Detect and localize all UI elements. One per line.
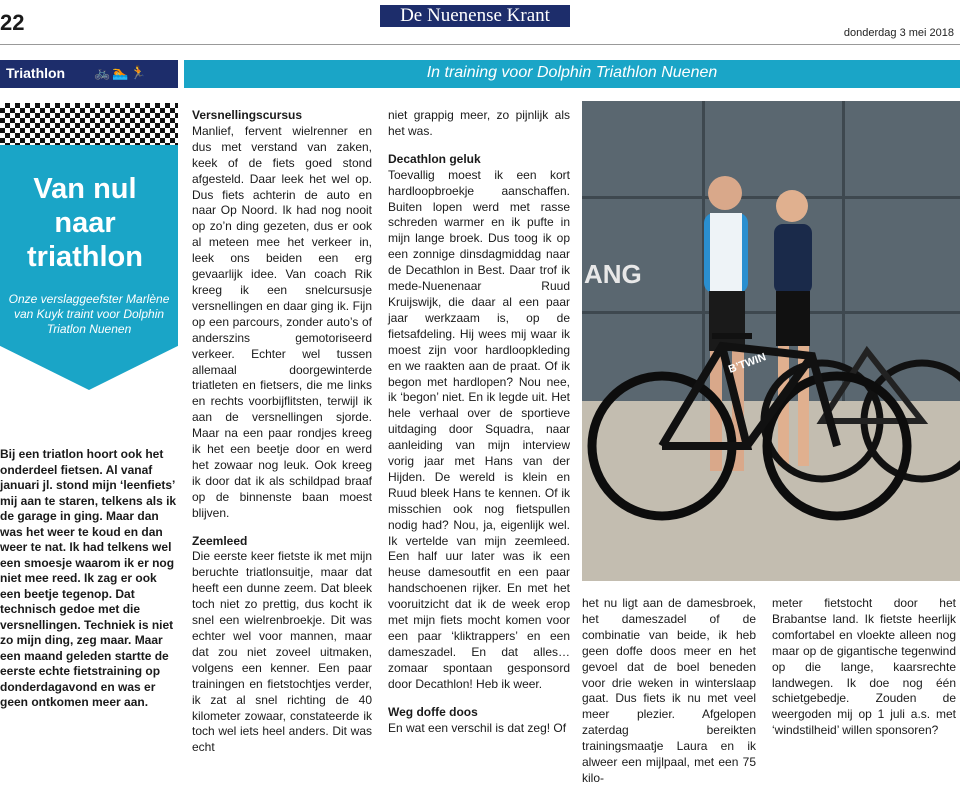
page-number: 22 bbox=[0, 10, 25, 35]
header-rule bbox=[0, 44, 960, 45]
article-column-2 bbox=[192, 108, 372, 756]
paragraph: En wat een verschil is dat zeg! Of bbox=[388, 720, 567, 735]
section-label: Triathlon bbox=[6, 65, 66, 81]
article-column-3 bbox=[388, 108, 570, 736]
topic-banner bbox=[184, 60, 960, 88]
bike-icon: 🚲 bbox=[94, 65, 113, 80]
subheading-versnellingscursus: Versnellingscursus bbox=[192, 108, 303, 122]
checkered-flag-pattern bbox=[0, 103, 178, 145]
swim-icon: 🏊 bbox=[112, 65, 131, 80]
article-subheadline: Onze verslaggeefster Marlène van Kuyk traint voor Dolphin Triatlon Nuenen bbox=[8, 292, 170, 336]
paragraph: Toevallig moest ik een kort hardloopbroekje aanschaffen. Buiten lopen werd met rasse schreden warmer en ik pufte in mijn lange broek. Dus toog ik op een zonnige dinsdagmiddag naar de Decathlon in Best. Daar trof ik mede-Nuenenaar Ruud Kruijswijk, die daar al een paar jaar werkzaam is, op de fietsafdeling. Hij wees mij waar ik moest zijn voor hardloopkleding en we raakten aan de praat. Of ik begon met hardlopen? Nou nee, ik ‘begon’ niet. En ik legde uit. Het hele verhaal over de sportieve uitdaging door Squadra, naar aanleiding van mijn interview vorig jaar met Hans van der Hijden. De wereld is klein en Ruud bleek Hans te kennen. Of ik misschien ook nog fietspullen nodig had? Nou, ja, eigenlijk wel. Ik vertelde van mijn zeemleed. Een half uur later was ik een heuse damesoutfit en een paar handschoenen rijker. En met het vooruitzicht dat ik de week erop met mijn fiets mocht komen voor een paar ‘kliktrappers’ en een dameszadel. En dat alles… zomaar spontaan gesponsord door Decathlon! Heb ik weer. bbox=[388, 167, 570, 691]
store-sign-text: ANG bbox=[584, 259, 642, 289]
article-photo bbox=[582, 101, 960, 581]
paragraph: Manlief, fervent wielrenner en dus met verstand van zaken, keek of de fiets goed stond afgesteld. Daar leek het wel op. Dus fiets achterin de auto en naar Op Noord. Ik had nog nooit op zo’n ding gezeten, dus er ook al meteen mee het verkeer in, leek ons beiden een erg gevaarlijk idee. Van coach Rik kreeg ik een snelcursusje versnellingen en daar ging ik. Fijn op een parcours, zonder auto’s of anderszins gemotoriseerd verkeer. Echter wel tussen allemaal doorgewinterde triatleten en fietsers, die me links en rechts voorbijflitsten, terwijl ik aan de versnellingen sjorde. Maar na een paar rondjes kreeg ik het een beetje door en werd het zowaar nog leuk. Ook kreeg ik door dat ik als schildpad braaf op de binnenste baan moest blijven. bbox=[192, 123, 372, 520]
article-intro: Bij een triatlon hoort ook het onderdeel fietsen. Al vanaf januari jl. stond mijn ‘leenfiets’ mij aan te staren, telkens als ik de garage in ging. Maar dan was het weer te koud en dan weer te nat. Ik had telkens wel een smoesje waarom ik er nog niet mee reed. Ik zag er ook een beetje tegenop. Dat technisch gedoe met die versnellingen. Techniek is niet zo mijn ding, zeg maar. Maar een maand geleden startte de eerste echte fietstraining op donderdagavond en was er geen ontkomen meer aan. bbox=[0, 447, 177, 709]
article-column-5: meter fietstocht door het Brabantse land. Ik fietste heerlijk comfortabel en vloekte alleen nog maar op de gigantische tegenwind op die lange, kaarsrechte landwegen. Ik doe nog één schietgebedje. Zouden de weergoden mij op 1 juli a.s. met ‘windstilheid’ willen sponsoren? bbox=[772, 596, 956, 738]
topic-banner-text: In training voor Dolphin Triathlon Nuenen bbox=[426, 64, 718, 81]
section-bar bbox=[0, 60, 178, 88]
run-icon: 🏃 bbox=[130, 65, 149, 80]
cyclists-photo-illustration bbox=[582, 101, 960, 581]
subheading-zeemleed: Zeemleed bbox=[192, 533, 248, 548]
newspaper-masthead: De Nuenense Krant bbox=[380, 5, 570, 27]
paragraph: niet grappig meer, zo pijnlijk als het was. bbox=[388, 108, 570, 138]
subheading-weg-doffe-doos: Weg doffe doos bbox=[388, 704, 478, 719]
issue-date: donderdag 3 mei 2018 bbox=[843, 27, 954, 39]
article-headline: Van nul naar triathlon bbox=[27, 173, 143, 273]
article-column-4: het nu ligt aan de damesbroek, het dameszadel of de combinatie van beide, ik heb geen doffe doos meer en het gevoel dat de boel beneden voor drie weken in winterslaap gaat. Dus fiets ik nu met veel meer plezier. Afgelopen zaterdag bereikten trainingsmaatje Laura en ik alweer een mijlpaal, met een 75 kilo- bbox=[582, 596, 756, 785]
subheading-decathlon-geluk: Decathlon geluk bbox=[388, 151, 481, 166]
bike-brand-text: B’TWIN bbox=[726, 351, 768, 376]
paragraph: Die eerste keer fietste ik met mijn beruchte triatlonsuitje, maar dat heeft een dunne zeem. Dat bleek toch niet zo prettig, dus kocht ik snel een wielrenbroekje. Dit was echter wel voor mannen, maar dat zou niet zoveel uitmaken, volgens een kenner. Een paar trainingen en fietstochtjes verder, ik zat al snel richting de 40 kilometer zowaar, constateerde ik toch wel iets heel anders. Dit was echt bbox=[192, 549, 372, 755]
